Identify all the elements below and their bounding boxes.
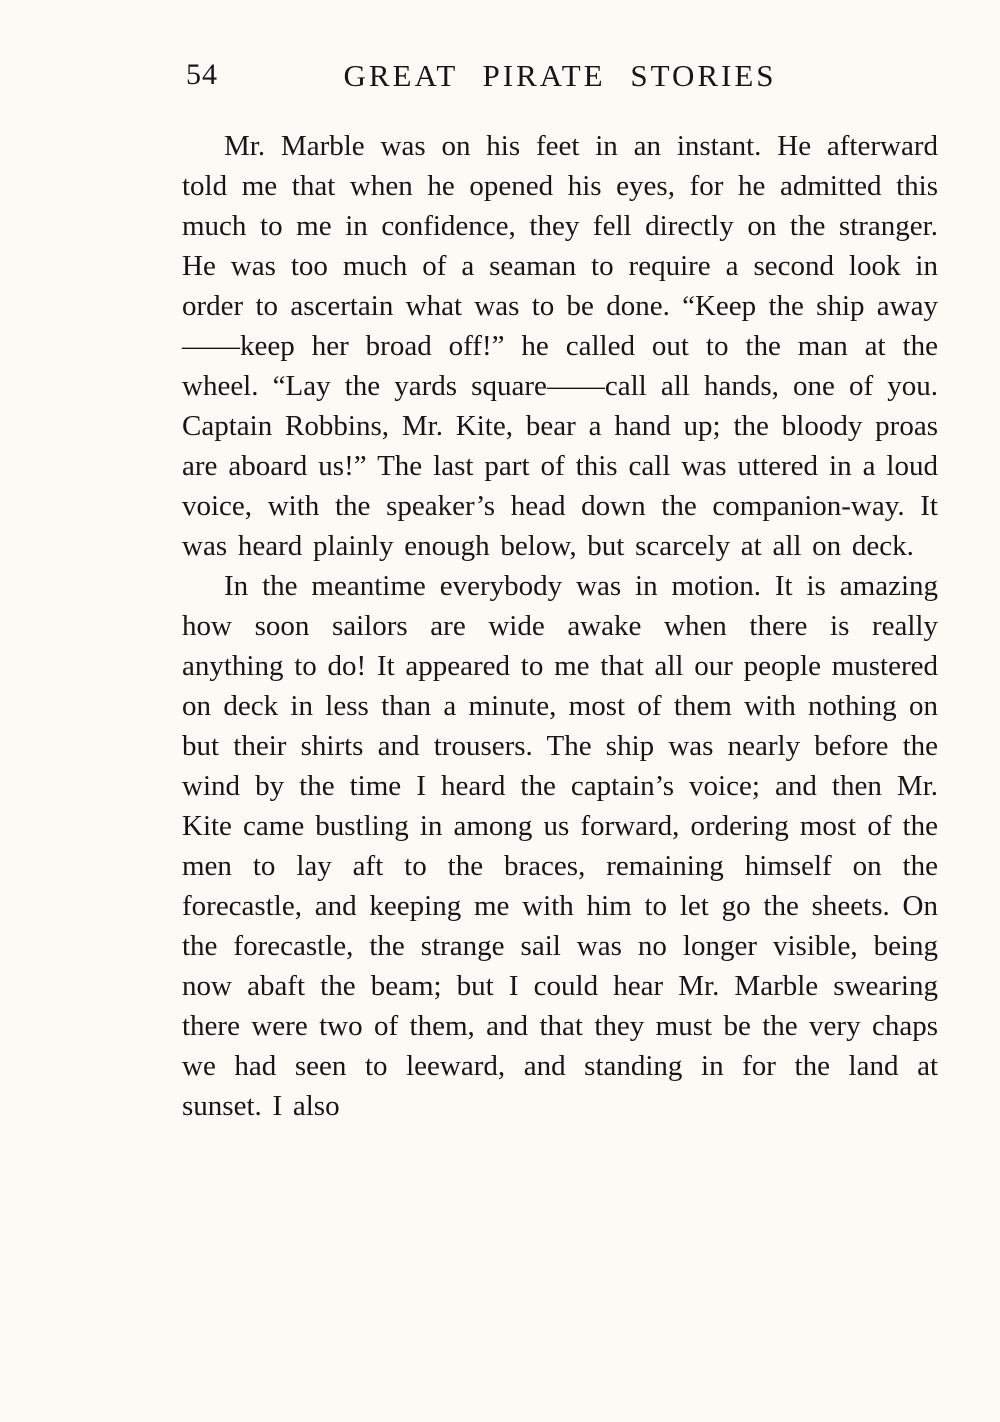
page-number: 54: [186, 58, 218, 91]
running-head: [182, 58, 938, 102]
paragraph: Mr. Marble was on his feet in an instant. He afterward told me that when he opened his eyes, for he admitted this much to me in confidence, they fell directly on the stranger. He was too much of a seaman to require a second look in order to ascertain what was to be done. “Keep the ship away——keep her broad off!” he called out to the man at the wheel. “Lay the yards square——call all hands, one of you. Captain Robbins, Mr. Kite, bear a hand up; the bloody proas are aboard us!” The last part of this call was uttered in a loud voice, with the speaker’s head down the companion-way. It was heard plainly enough below, but scarcely at all on deck.: [182, 130, 938, 562]
body-text: [182, 126, 938, 1126]
page-title: GREAT PIRATE STORIES: [343, 58, 777, 93]
paragraph: In the meantime everybody was in motion. It is amazing how soon sailors are wide awake when there is really anything to do! It appeared to me that all our people mustered on deck in less than a minute, most of them with nothing on but their shirts and trousers. The ship was nearly before the wind by the time I heard the captain’s voice; and then Mr. Kite came bustling in among us forward, ordering most of the men to lay aft to the braces, remaining himself on the forecastle, and keeping me with him to let go the sheets. On the forecastle, the strange sail was no longer visible, being now abaft the beam; but I could hear Mr. Marble swearing there were two of them, and that they must be the very chaps we had seen to leeward, and standing in for the land at sunset. I also: [182, 570, 938, 1122]
